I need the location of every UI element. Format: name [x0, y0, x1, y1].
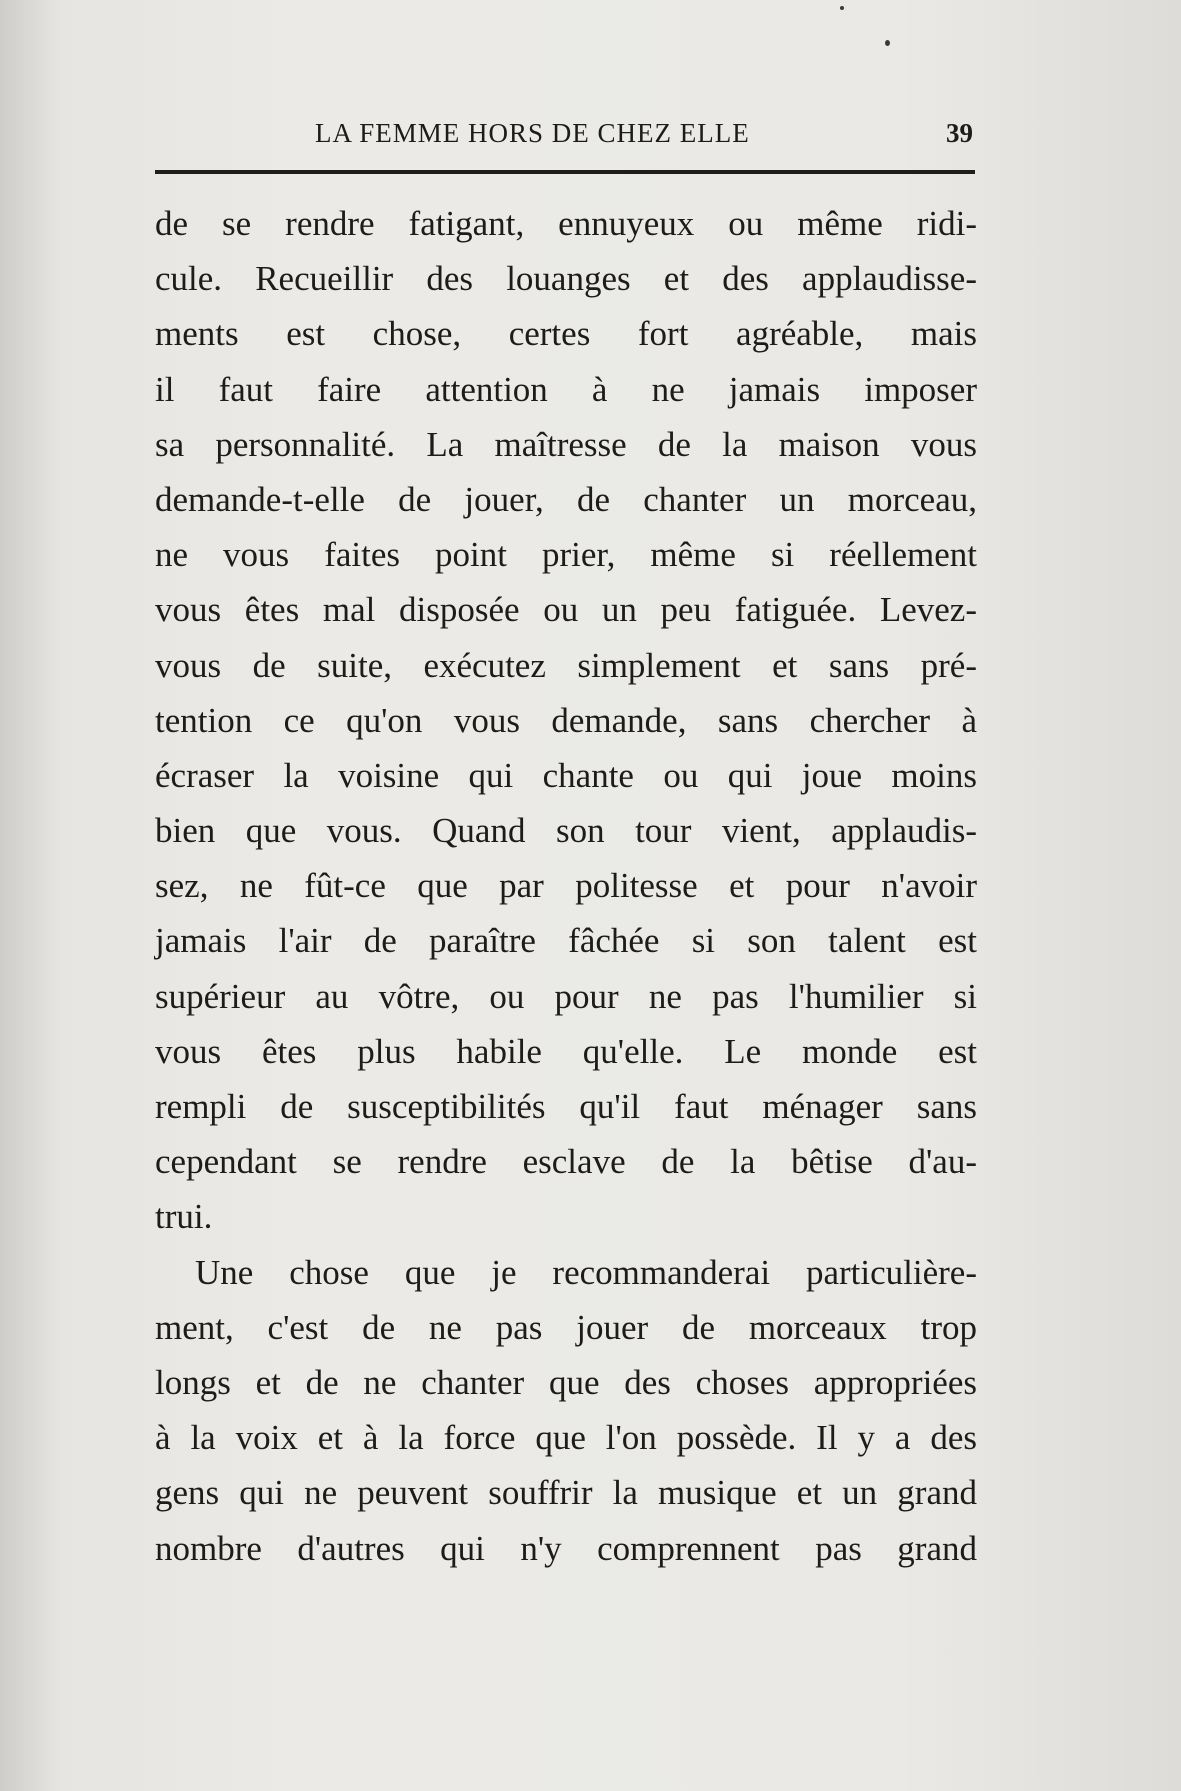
text-line: demande-t-elle de jouer, de chanter un morceau, — [155, 479, 977, 519]
page-number: 39 — [946, 118, 973, 148]
text-line: trui. — [155, 1197, 213, 1237]
print-speck — [840, 6, 844, 10]
text-line: sa personnalité. La maîtresse de la maison vous — [155, 424, 977, 464]
text-line: cule. Recueillir des louanges et des applaudisse- — [155, 259, 977, 299]
text-line: vous êtes plus habile qu'elle. Le monde est — [155, 1031, 977, 1071]
text-line: de se rendre fatigant, ennuyeux ou même ridi- — [155, 204, 977, 243]
running-title: LA FEMME HORS DE CHEZ ELLE — [315, 118, 750, 148]
text-line: sez, ne fût-ce que par politesse et pour n'avoir — [155, 866, 977, 906]
text-line: rempli de susceptibilités qu'il faut ménager sans — [155, 1087, 977, 1126]
text-line: vous êtes mal disposée ou un peu fatiguée. Levez- — [155, 590, 977, 630]
text-line: tention ce qu'on vous demande, sans chercher à — [155, 700, 977, 740]
header-rule — [155, 170, 975, 174]
text-line: ment, c'est de ne pas jouer de morceaux trop — [155, 1307, 977, 1347]
paragraph-2 — [155, 1245, 977, 1576]
text-line: vous de suite, exécutez simplement et sans pré- — [155, 645, 977, 685]
paragraph-1 — [155, 196, 977, 1245]
text-line: longs et de ne chanter que des choses appropriées — [155, 1362, 977, 1402]
text-line: bien que vous. Quand son tour vient, applaudis- — [155, 811, 977, 851]
text-line: ne vous faites point prier, même si réellement — [155, 535, 977, 575]
text-line: jamais l'air de paraître fâchée si son talent est — [155, 921, 977, 961]
text-line: écraser la voisine qui chante ou qui joue moins — [155, 755, 977, 795]
text-line: gens qui ne peuvent souffrir la musique et un grand — [155, 1473, 977, 1513]
body-text — [155, 196, 977, 1576]
page-header — [155, 112, 977, 152]
text-line: ments est chose, certes fort agréable, mais — [155, 314, 977, 354]
text-line: à la voix et à la force que l'on possède. Il y a des — [155, 1418, 977, 1458]
text-line: il faut faire attention à ne jamais imposer — [155, 369, 977, 409]
text-line: Une chose que je recommanderai particulière- — [195, 1252, 977, 1292]
text-line: cependant se rendre esclave de la bêtise d'au- — [155, 1142, 977, 1182]
print-speck — [885, 40, 890, 46]
text-line: nombre d'autres qui n'y comprennent pas grand — [155, 1528, 977, 1568]
text-line: supérieur au vôtre, ou pour ne pas l'humilier si — [155, 976, 977, 1016]
